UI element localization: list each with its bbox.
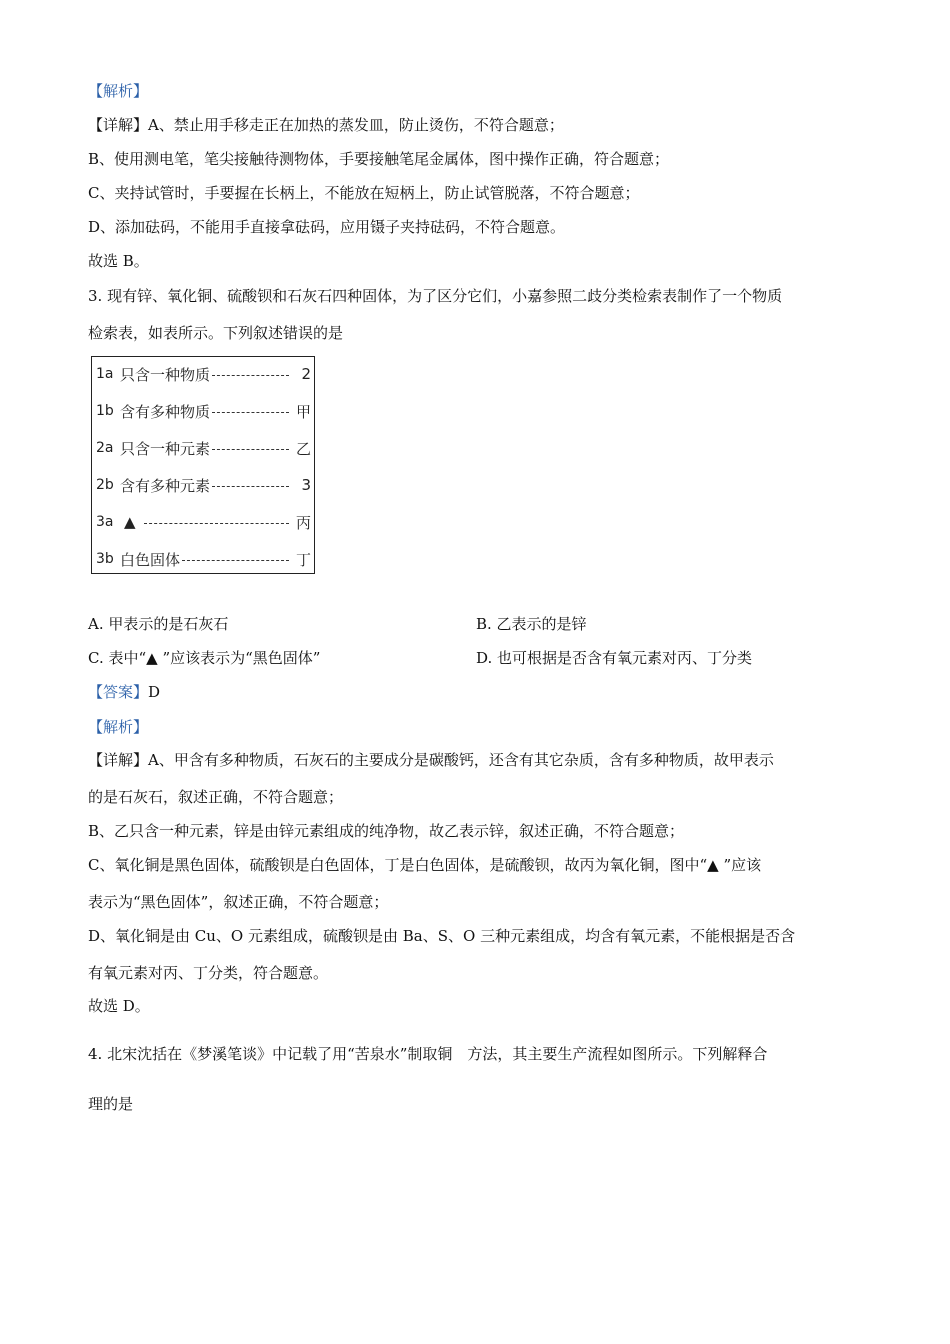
triangle-icon: ▲ — [124, 513, 136, 531]
key-row-result: 丁 — [295, 550, 311, 569]
key-row — [96, 436, 311, 460]
conclusion-line: 故选 D。 — [88, 997, 150, 1015]
key-row-code: 2b — [96, 477, 114, 493]
question-4-line-1: 4. 北宋沈括在《梦溪笔谈》中记载了用“苦泉水”制取铜 方法，其主要生产流程如图所示。下列解释合 — [88, 1045, 768, 1063]
detail-line: 【详解】A、甲含有多种物质，石灰石的主要成分是碳酸钙，还含有其它杂质，含有多种物质，故甲表示 — [88, 751, 774, 769]
detail-line: D、氧化铜是由 Cu、O 元素组成，硫酸钡是由 Ba、S、O 三种元素组成，均含有氧元素，不能根据是否含 — [88, 927, 796, 945]
key-row-label: 只含一种元素 — [120, 439, 211, 458]
key-row-result: 乙 — [295, 439, 311, 458]
key-row-code: 2a — [96, 440, 114, 456]
detail-line: C、氧化铜是黑色固体，硫酸钡是白色固体，丁是白色固体，是硫酸钡，故丙为氧化铜，图中“▲ ”应该 — [88, 856, 762, 874]
option-c: C. 表中“▲ ”应该表示为“黑色固体” — [88, 649, 321, 667]
dashed-leader — [212, 375, 289, 376]
key-row-code: 3b — [96, 551, 114, 567]
answer-line — [88, 682, 160, 702]
detail-line: 表示为“黑色固体”，叙述正确，不符合题意； — [88, 893, 389, 911]
detail-line-c: C、夹持试管时，手要握在长柄上，不能放在短柄上，防止试管脱落，不符合题意； — [88, 184, 640, 202]
analysis-tag: 【解析】 — [88, 718, 149, 736]
key-row-code: 3a — [96, 514, 114, 530]
dashed-leader — [212, 412, 289, 413]
option-b: B. 乙表示的是锌 — [476, 615, 587, 633]
key-row — [96, 473, 311, 497]
detail-line-a: 【详解】A、禁止用手移走正在加热的蒸发皿，防止烫伤，不符合题意； — [88, 116, 564, 134]
key-row-code: 1b — [96, 403, 114, 419]
key-row — [96, 362, 311, 386]
answer-value: D — [148, 683, 161, 701]
option-a: A. 甲表示的是石灰石 — [88, 615, 229, 633]
key-row-result: 丙 — [295, 513, 311, 532]
dashed-leader — [212, 486, 289, 487]
detail-line: 有氧元素对丙、丁分类，符合题意。 — [88, 964, 329, 982]
key-row-label: 白色固体 — [120, 550, 181, 569]
analysis-tag: 【解析】 — [88, 82, 149, 100]
key-row-code: 1a — [96, 366, 114, 382]
key-row — [96, 547, 311, 571]
key-row-label: 含有多种物质 — [120, 402, 211, 421]
key-row-label: 只含一种物质 — [120, 365, 211, 384]
dashed-leader — [212, 449, 289, 450]
question-3-line-1: 3. 现有锌、氧化铜、硫酸钡和石灰石四种固体，为了区分它们，小嘉参照二歧分类检索表制作了一个物质 — [88, 287, 783, 305]
dashed-leader — [182, 560, 289, 561]
classification-key-table — [91, 356, 315, 574]
detail-line: B、乙只含一种元素，锌是由锌元素组成的纯净物，故乙表示锌，叙述正确，不符合题意； — [88, 822, 685, 840]
option-d: D. 也可根据是否含有氧元素对丙、丁分类 — [476, 649, 753, 667]
key-row — [96, 399, 311, 423]
detail-line: 的是石灰石，叙述正确，不符合题意； — [88, 788, 344, 806]
key-row-result: 甲 — [295, 402, 311, 421]
answer-tag: 【答案】 — [88, 683, 149, 701]
key-row-result: 3 — [301, 476, 311, 494]
key-row-label: 含有多种元素 — [120, 476, 211, 495]
detail-line-b: B、使用测电笔，笔尖接触待测物体，手要接触笔尾金属体，图中操作正确，符合题意； — [88, 150, 670, 168]
question-3-line-2: 检索表，如表所示。下列叙述错误的是 — [88, 324, 344, 342]
key-row-result: 2 — [301, 365, 311, 383]
conclusion-line: 故选 B。 — [88, 252, 149, 270]
dashed-leader — [144, 523, 289, 524]
question-4-line-2: 理的是 — [88, 1095, 134, 1113]
detail-line-d: D、添加砝码，不能用手直接拿砝码，应用镊子夹持砝码，不符合题意。 — [88, 218, 566, 236]
key-row — [96, 510, 311, 534]
